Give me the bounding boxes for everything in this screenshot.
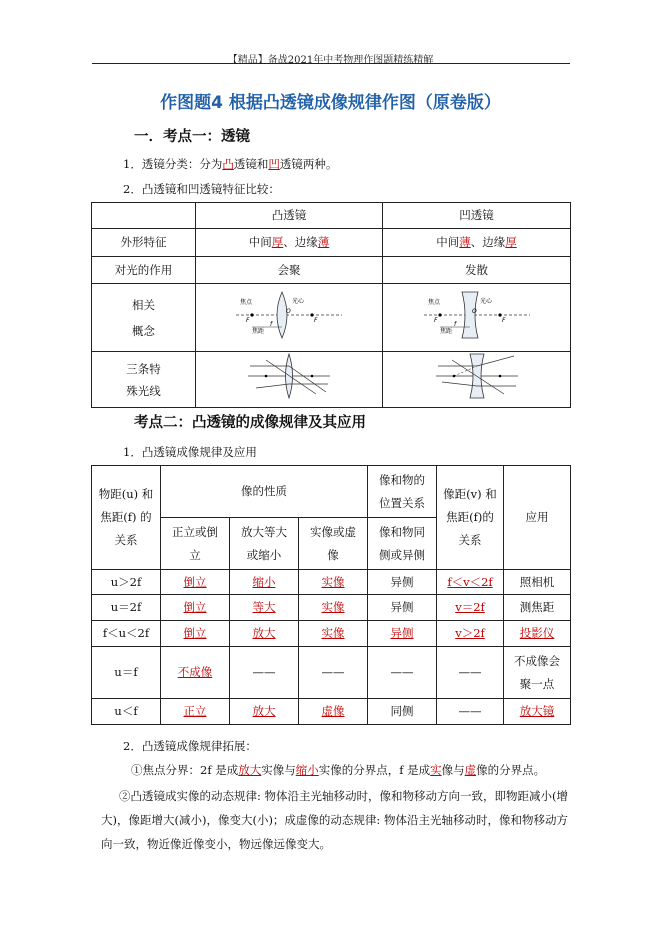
section1-item2: 2．凸透镜和凹透镜特征比较： — [123, 182, 280, 196]
label-focus: 焦点 — [240, 299, 253, 306]
keyword: 厚 — [271, 235, 284, 249]
col-header-concave: 凹透镜 — [383, 203, 571, 229]
label-center: 光心 — [479, 298, 492, 305]
cell-side: 异侧 — [368, 621, 437, 647]
label-f-right: F — [314, 317, 318, 324]
section2-heading: 考点二：凸透镜的成像规律及其应用 — [134, 415, 366, 431]
table-cell — [92, 203, 196, 229]
table-row — [92, 647, 571, 699]
subheader-real — [299, 518, 368, 570]
label-f-left: F — [246, 317, 250, 324]
label-f-left: F — [433, 317, 437, 324]
cell-concave-rays-diagram — [383, 352, 571, 408]
text: 或缩小 — [246, 547, 282, 562]
cell-convex-concept-diagram — [196, 284, 383, 352]
cell-side: 同侧 — [368, 699, 437, 725]
cell-convex-shape — [196, 229, 383, 257]
row-label-concept — [92, 284, 196, 352]
page-header: 【精品】备战2021年中考物理作图题精练精解 — [227, 55, 434, 66]
text: 实像的分界点，f 是成 — [318, 763, 431, 777]
text: 像和物的 — [379, 472, 425, 487]
table-row — [92, 570, 571, 595]
keyword-concave: 凹 — [268, 157, 280, 171]
text: 透镜和 — [233, 157, 269, 171]
text: 焦距(f) 的 — [100, 510, 152, 524]
text: 立 — [189, 547, 201, 562]
header-relation — [92, 466, 161, 570]
keyword: 薄 — [459, 235, 471, 249]
section2-item1: 1．凸透镜成像规律及应用 — [123, 445, 257, 459]
cell-upright: 正立 — [161, 699, 230, 725]
header-position — [368, 466, 437, 518]
cell-size: 缩小 — [230, 570, 299, 595]
text: 像和物同 — [379, 524, 425, 539]
text: 1．透镜分类：分为 — [123, 157, 223, 171]
text: 焦距(f)的 — [446, 510, 494, 524]
label-f-right: F — [501, 317, 505, 324]
text: 聚一点 — [519, 676, 555, 691]
cell-app: 测焦距 — [504, 595, 571, 621]
text: 不成像会 — [514, 653, 560, 668]
text: 正立或倒 — [172, 524, 218, 539]
cell-upright: 倒立 — [161, 570, 230, 595]
subheader-upright — [161, 518, 230, 570]
cell-upright: 不成像 — [161, 647, 230, 699]
text: ①焦点分界：2f 是成 — [131, 763, 239, 777]
text: 中间 — [436, 235, 460, 249]
convex-lens-concept-diagram — [234, 289, 344, 339]
point2: ②凸透镜成实像的动态规律: 物体沿主光轴移动时，像和物移动方向一致，即物距减小(增大)，像距增大(减小)，像变大(小)；成虚像的动态规律: 物体沿主光轴移动时，像和物移动方向一致，物近像近像变小，物远像远像变大。 — [101, 789, 569, 851]
table-row — [92, 621, 571, 647]
text: 像与 — [441, 763, 465, 777]
cell-real: 实像 — [299, 570, 368, 595]
cell-real: 实像 — [299, 595, 368, 621]
keyword: 薄 — [317, 235, 330, 249]
cell-convex-rays-diagram — [196, 352, 383, 408]
col-header-convex: 凸透镜 — [196, 203, 383, 229]
cell-concave-shape — [383, 229, 571, 257]
text: 关系 — [458, 533, 482, 547]
text: 三条特 — [126, 361, 161, 376]
label-o: O — [471, 308, 477, 315]
cell-side: —— — [368, 647, 437, 699]
label-focal-length: 焦距 — [252, 328, 265, 335]
cell-v: v＞2f — [437, 621, 504, 647]
row-label-effect: 对光的作用 — [92, 257, 196, 284]
cell-app: 投影仪 — [504, 621, 571, 647]
text: 实像与 — [261, 763, 296, 777]
cell-convex-effect: 会聚 — [196, 257, 383, 284]
text: 殊光线 — [126, 383, 161, 398]
label-f-small: f — [270, 321, 273, 328]
imaging-rules-table — [91, 465, 571, 725]
keyword: 虚 — [464, 763, 477, 777]
keyword: 缩小 — [295, 763, 319, 777]
cell-u: u＜f — [92, 699, 161, 725]
text: 透镜两种。 — [279, 157, 338, 171]
text: 、边缘 — [283, 235, 318, 249]
text: 像距(v) 和 — [443, 487, 497, 501]
label-o: O — [286, 308, 291, 315]
label-center: 光心 — [292, 298, 305, 305]
cell-side: 异侧 — [368, 595, 437, 621]
cell-concave-concept-diagram — [383, 284, 571, 352]
convex-lens-rays-diagram — [246, 352, 332, 400]
cell-size: 等大 — [230, 595, 299, 621]
text: 侧或异侧 — [379, 547, 425, 562]
keyword: 厚 — [505, 235, 517, 249]
cell-v: —— — [437, 699, 504, 725]
page-title: 作图题4 根据凸透镜成像规律作图（原卷版） — [160, 93, 501, 113]
cell-real: —— — [299, 647, 368, 699]
text: 位置关系 — [379, 495, 425, 510]
text: 、边缘 — [470, 235, 506, 249]
cell-v: f＜v＜2f — [437, 570, 504, 595]
table-row — [92, 595, 571, 621]
text: 概念 — [132, 323, 155, 338]
header-app: 应用 — [504, 466, 571, 570]
concave-lens-concept-diagram — [422, 289, 532, 339]
cell-u: u＝2f — [92, 595, 161, 621]
cell-upright: 倒立 — [161, 595, 230, 621]
keyword-convex: 凸 — [222, 157, 234, 171]
table-row — [92, 699, 571, 725]
cell-u: f＜u＜2f — [92, 621, 161, 647]
cell-app — [504, 647, 571, 699]
header-v — [437, 466, 504, 570]
subheader-side — [368, 518, 437, 570]
cell-app: 放大镜 — [504, 699, 571, 725]
section1-heading: 一．考点一：透镜 — [134, 129, 250, 145]
cell-real: 虚像 — [299, 699, 368, 725]
cell-v: v＝2f — [437, 595, 504, 621]
keyword: 放大 — [238, 763, 262, 777]
cell-v: —— — [437, 647, 504, 699]
cell-side: 异侧 — [368, 570, 437, 595]
text: 关系 — [114, 533, 138, 547]
text: 实像或虚 — [310, 524, 356, 539]
header-nature: 像的性质 — [161, 466, 368, 518]
cell-real: 实像 — [299, 621, 368, 647]
cell-concave-effect: 发散 — [383, 257, 571, 284]
cell-size: —— — [230, 647, 299, 699]
text: 放大等大 — [241, 524, 287, 539]
concave-lens-rays-diagram — [434, 352, 520, 400]
text: 物距(u) 和 — [98, 487, 154, 501]
lens-comparison-table — [91, 202, 571, 408]
section1-item1 — [123, 156, 337, 172]
cell-app: 照相机 — [504, 570, 571, 595]
label-focal-length: 焦距 — [439, 328, 452, 335]
text: 像 — [327, 547, 339, 562]
subheader-size — [230, 518, 299, 570]
cell-u: u＝f — [92, 647, 161, 699]
header-rule — [92, 63, 570, 64]
text: 相关 — [132, 297, 155, 312]
keyword: 实 — [430, 763, 442, 777]
section2-item2: 2．凸透镜成像规律拓展： — [123, 739, 257, 753]
text: 像的分界点。 — [476, 763, 546, 777]
row-label-shape: 外形特征 — [92, 229, 196, 257]
point1 — [101, 758, 573, 782]
label-f-small: f — [453, 321, 456, 328]
text: 中间 — [248, 235, 272, 249]
label-focus: 焦点 — [427, 299, 440, 306]
cell-size: 放大 — [230, 699, 299, 725]
cell-u: u＞2f — [92, 570, 161, 595]
cell-upright: 倒立 — [161, 621, 230, 647]
row-label-rays — [92, 352, 196, 408]
cell-size: 放大 — [230, 621, 299, 647]
